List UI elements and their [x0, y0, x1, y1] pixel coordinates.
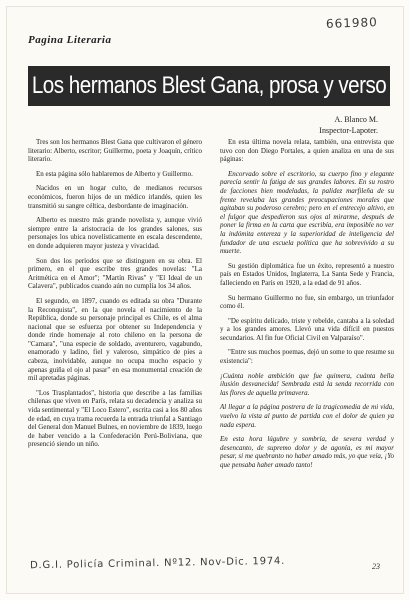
paragraph: En esta última novela relata, también, una entrevista que tuvo con don Diego Portales, a quien analiza en una de sus páginas: — [220, 138, 394, 164]
paragraph: Su hermano Guillermo no fue, sin embargo, un triunfador como él. — [220, 293, 394, 311]
sonnet-stanza: Al llegar a la página postrera de la tragicomedia de mi vida, vuelvo la vista al punto de partida con el dolor de quien ya nada espera. — [220, 403, 394, 429]
handwritten-reference: 661980 — [325, 15, 379, 31]
paragraph: Nacidos en un hogar culto, de medianos recursos económicos, fueron hijos de un médico irlandés, quien les transmitió su sangre céltica, desbordante de imaginación. — [28, 184, 202, 210]
title-banner — [28, 66, 390, 106]
article-title: Los hermanos Blest Gana, prosa y verso — [31, 72, 387, 99]
right-column — [220, 138, 394, 476]
paragraph: Alberto es nuestro más grande novelista y, aunque vivió siempre entre la aristocracia de los grandes salones, sus personajes los ubica novelísticamente en escala descendente, en donde adquieren mayor justeza y vivacidad. — [28, 216, 202, 250]
paragraph: En esta página sólo hablaremos de Alberto y Guillermo. — [36, 169, 193, 178]
paragraph: Tres son los hermanos Blest Gana que cultivaron el género literario: Alberto, escritor; Guillermo, poeta y Joaquín, crítico literario. — [28, 138, 202, 164]
paragraph: El segundo, en 1897, cuando es editada su obra "Durante la Reconquista", en la que novela el nacimiento de la República, donde su personaje principal es Chile, es el alma nacional que se esfuerza por obtener su Independencia y donde rinde homenaje al roto chileno en la persona de "Camara", "una especie de soldado, aventurero, vagabundo, enamorado y ladino, fiel y valeroso, simpático de pies a cabeza, inolvidable, aunque no ocupa mucho espacio y apenas guiña el ojo al pasar" en esa monumental creación de mil apretadas páginas. — [28, 296, 202, 383]
paragraph: Son dos los períodos que se distinguen en su obra. El primero, en el que escribe tres grandes novelas: "La Aritmética en el Amor"; "Martín Rivas" y "El Ideal de un Calavera", publicados cuando aún no cumplía los 34 años. — [28, 256, 202, 291]
left-column — [28, 138, 202, 455]
paragraph: "Los Trasplantados", historia que describe a las familias chilenas que viven en París, relata su decadencia y analiza su vida sentimental y "El Loco Estero", escrita casi a los 80 años de edad, en cuya trama recuerda la entrada triunfal a Santiago del General don Manuel Bulnes, en noviembre de 1839, luego de haber vencido a la Confederación Perú-Boliviana, que presenció siendo un niño. — [28, 388, 202, 449]
author-role: Inspector-Lapoter. — [319, 126, 378, 135]
sonnet-stanza: ¡Cuánta noble ambición que fue quimera, cuánta bella ilusión desvanecida! Sembrada está la senda recorrida con las flores de aquella primavera. — [220, 371, 394, 397]
author-name: A. Blanco M. — [334, 115, 378, 124]
sonnet-stanza: En esta hora lúgubre y sombría, de severa verdad y desencanto, de supremo dolor y de agonía, es mi mayor pesar, si me quebranto no haber amado más, yo que veía, ¡Yo que pensaba haber amado tanto! — [220, 435, 394, 469]
handwritten-source-note: D.G.I. Policía Criminal. Nº12. Nov-Dic. 1974. — [29, 555, 286, 572]
paragraph: Su gestión diplomática fue un éxito, representó a nuestro país en Estados Unidos, Inglaterra, La Santa Sede y Francia, falleciendo en París en 1920, a la edad de 91 años. — [220, 261, 394, 287]
page-number: 23 — [372, 562, 380, 571]
author-block — [319, 114, 378, 136]
paragraph: "De espíritu delicado, triste y rebelde, cantaba a la soledad y a los grandes amores. Llevó una vida difícil en puestos secundarios. Al fin fue Oficial Civil en Valparaíso". — [220, 316, 394, 342]
portales-quote: Encorvado sobre el escritorio, su cuerpo fino y elegante parecía sentir la fatiga de sus grandes labores. En su rostro de facciones bien modeladas, la palidez marfileña de su frente revelaba las grandes preocupaciones morales que agitaban su poderoso cerebro; pero en el entrecejo altivo, en el fulgor que despedieron sus ojos al mirarme, después de poner la firma en la carta que escribía, era imposible no ver la indómita entereza y la superioridad de inteligencia del fundador de una escuela política que ha sobrevivido a su muerte. — [220, 169, 394, 256]
section-label: Pagina Literaria — [28, 34, 112, 46]
magazine-page — [6, 6, 404, 594]
paragraph: "Entre sus muchos poemas, dejó un some to que resume su existencia": — [220, 348, 394, 366]
